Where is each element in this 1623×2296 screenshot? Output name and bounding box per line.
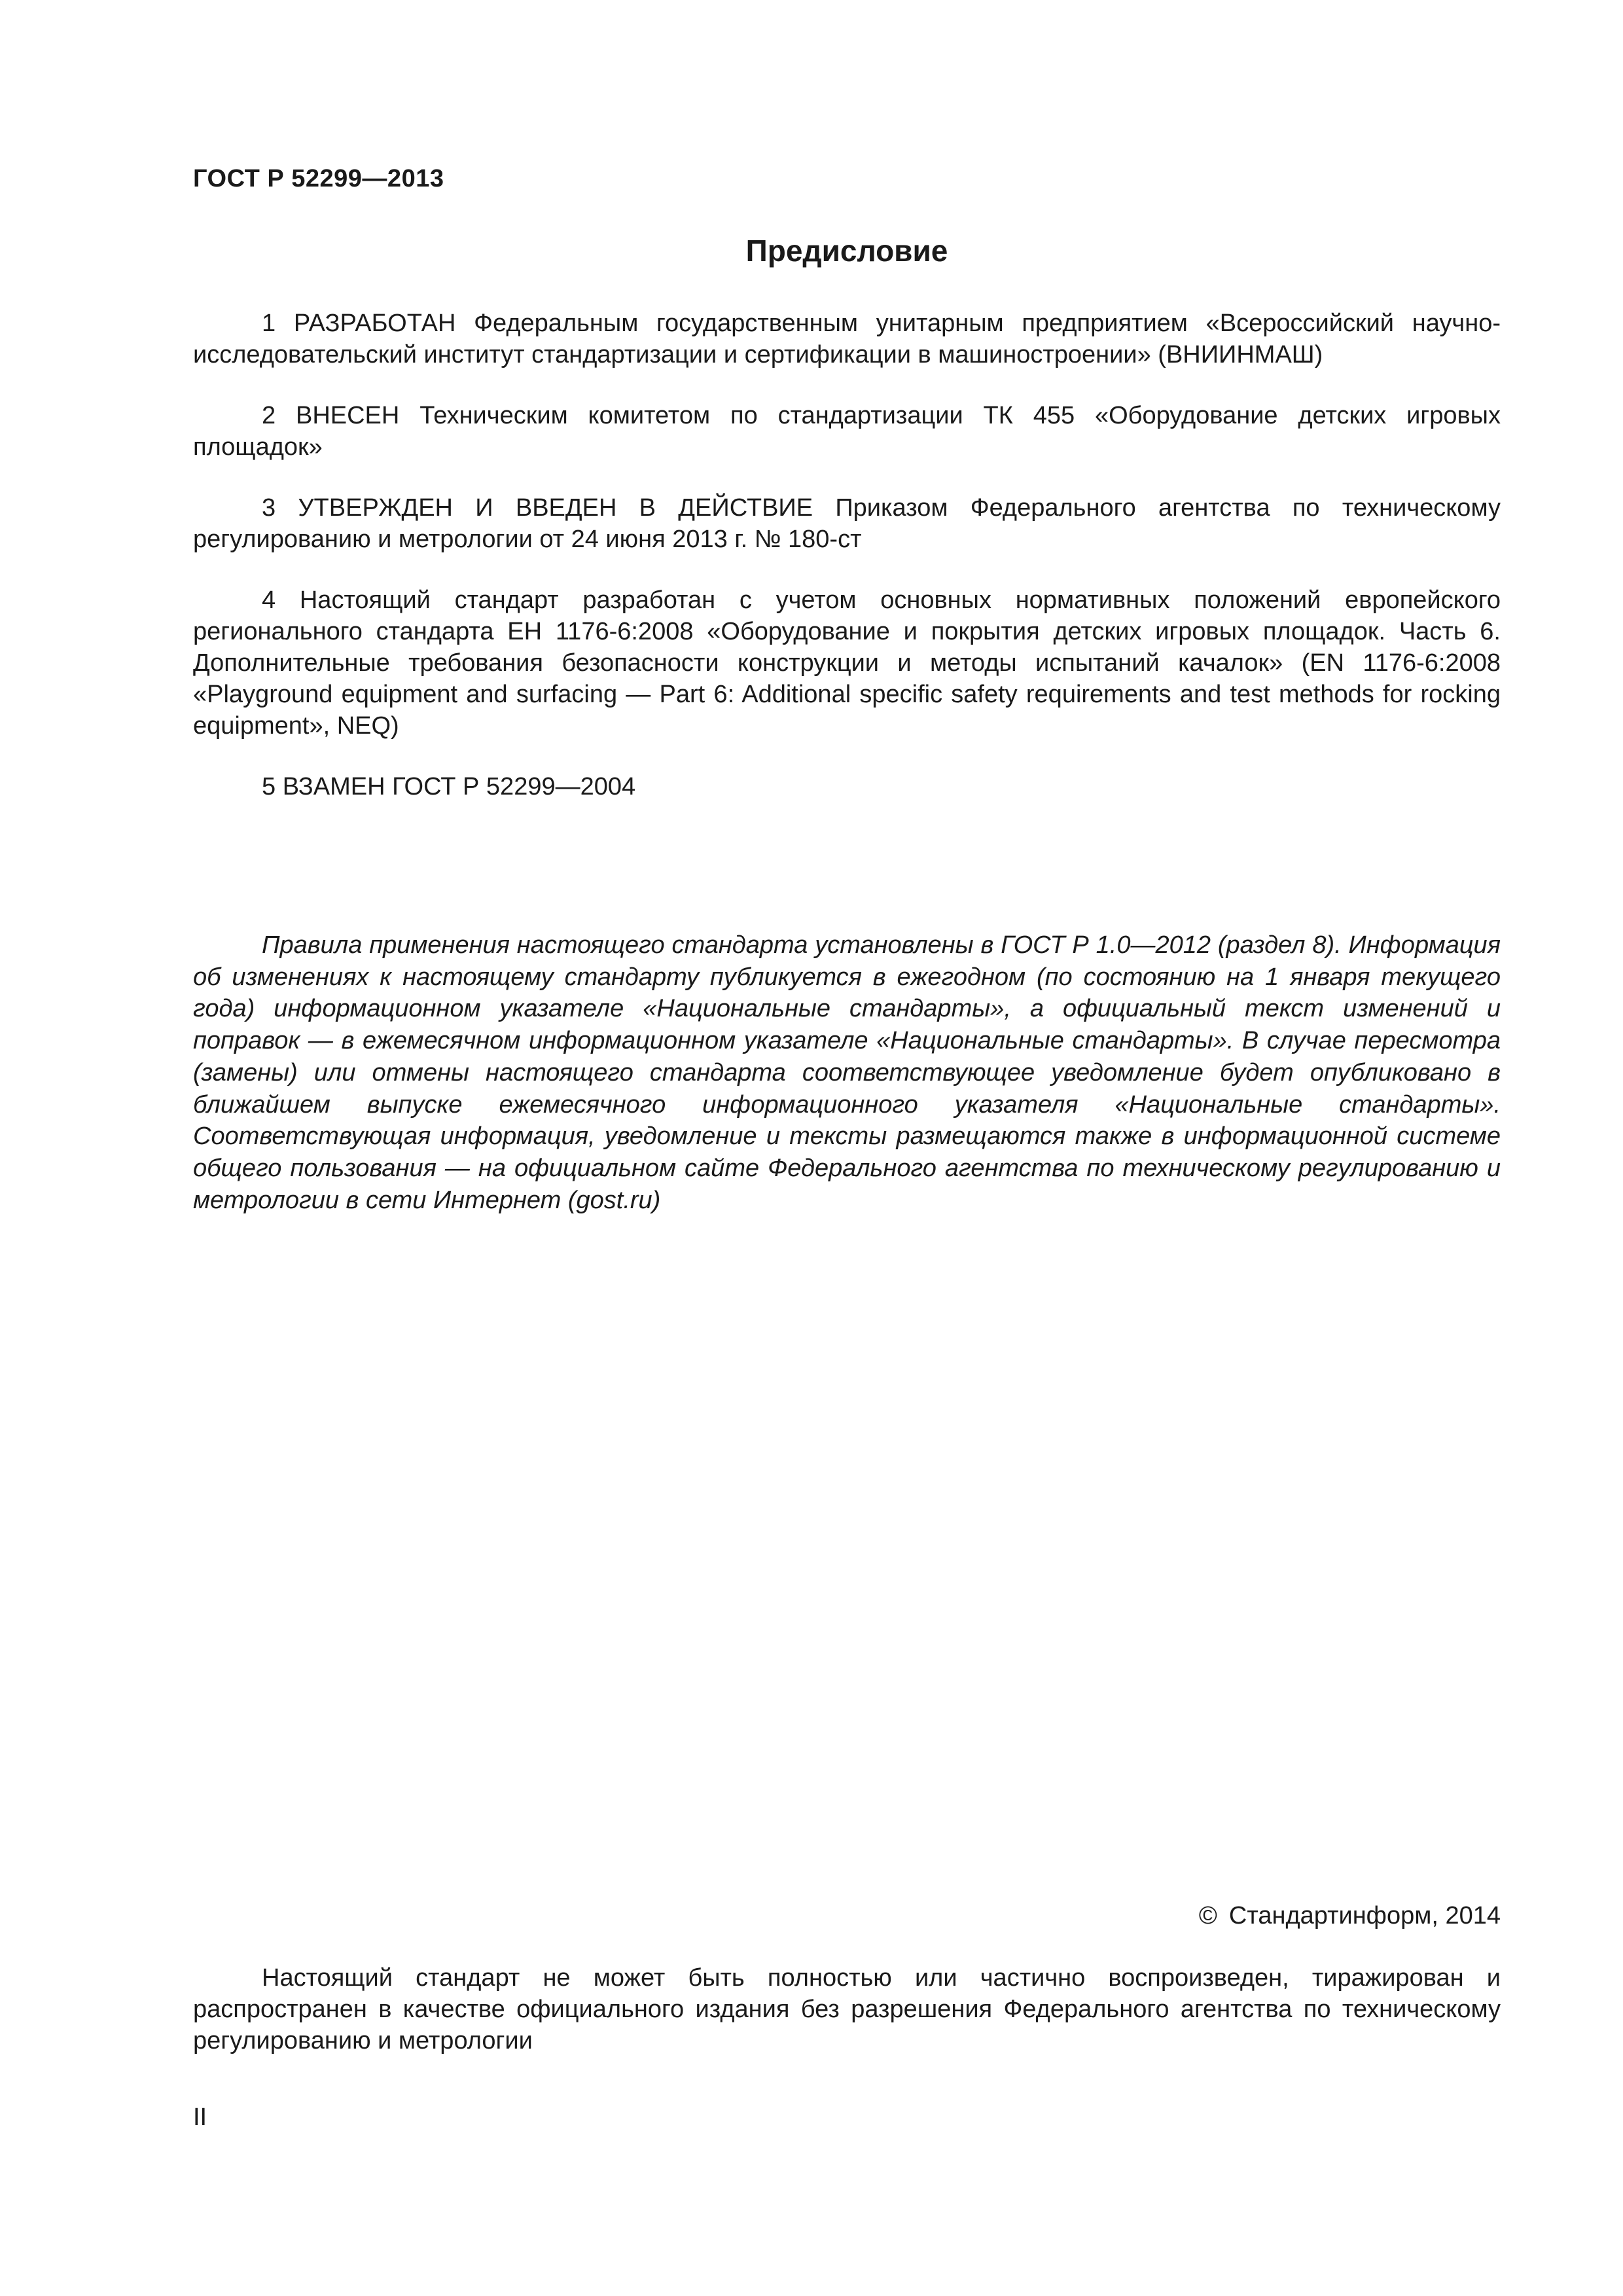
foreword-item-5: 5 ВЗАМЕН ГОСТ Р 52299—2004 [262,773,636,800]
application-rules-notice: Правила применения настоящего стандарта установлены в ГОСТ Р 1.0—2012 (раздел 8). Информация об изменениях к настоящему стандарту публикуется в ежегодном (по состоянию на 1 января текущего года) информационном указателе «Национальные стандарты», а официальный текст изменений и поправок — в ежемесячном информационном указателе «Национальные стандарты». В случае пересмотра (замены) или отмены настоящего стандарта соответствующее уведомление будет опубликовано в ближайшем выпуске ежемесячного информационного указателя «Национальные стандарты». Соответствующая информация, уведомление и тексты размещаются также в информационной системе общего пользования — на официальном сайте Федерального агентства по техническому регулированию и метрологии в сети Интернет (gost.ru) [193,931,1501,1214]
foreword-item-4: 4 Настоящий стандарт разработан с учетом основных нормативных положений европейского регионального стандарта ЕН 1176-6:2008 «Оборудование и покрытия детских игровых площадок. Часть 6. Дополнительные требования безопасности конструкции и методы испытаний качалок» (EN 1176-6:2008 «Playground equipment and surfacing — Part 6: Additional specific safety requirements and test methods for rocking equipment», NEQ) [193,586,1501,740]
foreword-items [193,308,1501,832]
foreword-item-3: 3 УТВЕРЖДЕН И ВВЕДЕН В ДЕЙСТВИЕ Приказом Федерального агентства по техническому регулированию и метрологии от 24 июня 2013 г. № 180-ст [193,494,1501,553]
standard-code-header: ГОСТ Р 52299—2013 [193,165,444,192]
foreword-item-2: 2 ВНЕСЕН Техническим комитетом по стандартизации ТК 455 «Оборудование детских игровых площадок» [193,402,1501,461]
page-title: Предисловие [745,234,948,268]
reprint-restriction: Настоящий стандарт не может быть полностью или частично воспроизведен, тиражирован и распространен в качестве официального издания без разрешения Федерального агентства по техническому регулированию и метрологии [193,1964,1501,2054]
copyright-line [1199,1902,1501,1930]
foreword-item-1: 1 РАЗРАБОТАН Федеральным государственным унитарным предприятием «Всероссийский научно-исследовательский институт стандартизации и сертификации в машиностроении» (ВНИИНМАШ) [193,310,1501,368]
copyright-symbol: © [1198,1902,1217,1929]
page-number: II [193,2104,207,2131]
copyright-text: Стандартинформ, 2014 [1228,1902,1501,1929]
